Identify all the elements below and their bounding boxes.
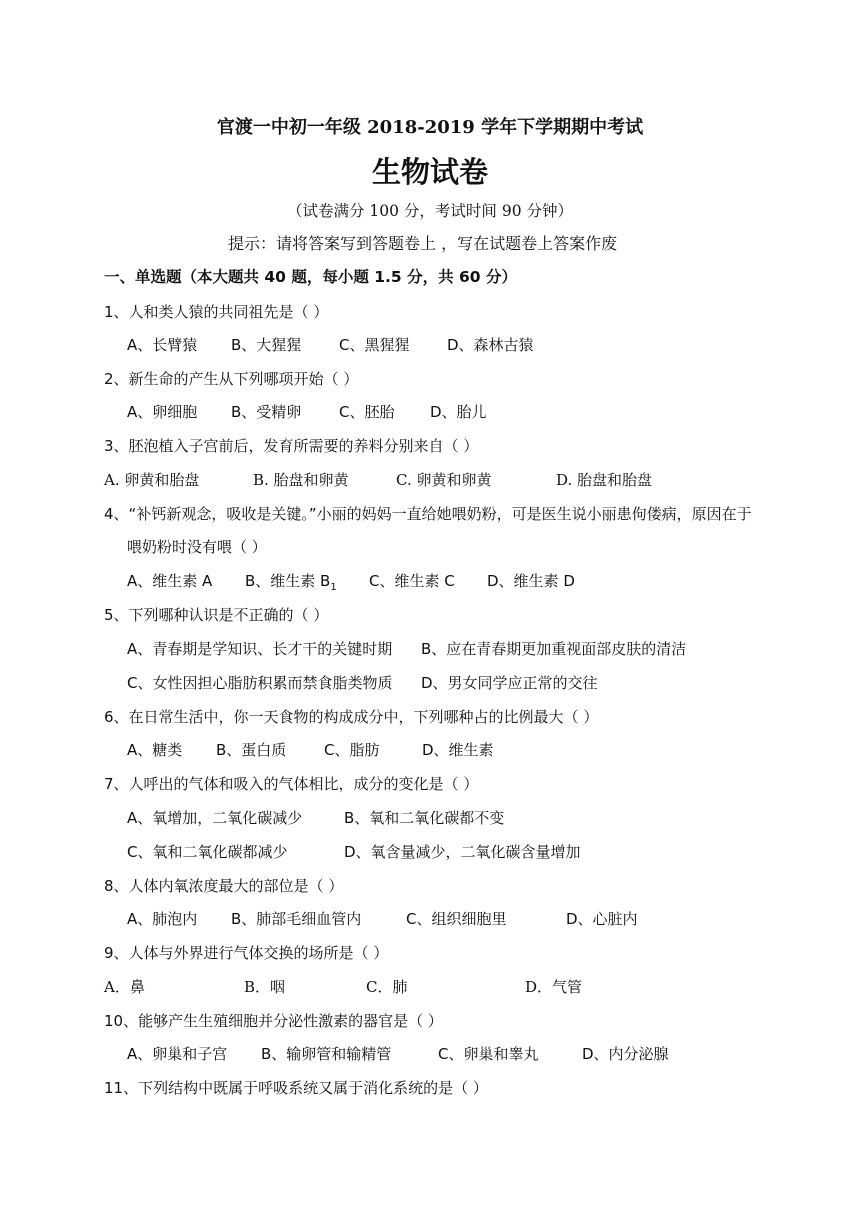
option-c: C. 卵黄和卵黄 xyxy=(396,471,492,489)
subscript: 1 xyxy=(330,582,337,593)
option-b: B、蛋白质 xyxy=(216,741,287,759)
question-stem: 2、新生命的产生从下列哪项开始（ ） xyxy=(104,370,359,388)
question-stem: 6、在日常生活中，你一天食物的构成成分中，下列哪种占的比例最大（ ） xyxy=(104,708,599,726)
option-a: A、氧增加，二氧化碳减少 xyxy=(127,809,303,827)
option-d: D、维生素 xyxy=(422,741,494,759)
option-c: C、胚胎 xyxy=(339,403,395,421)
option-c: C、组织细胞里 xyxy=(406,910,507,928)
option-d: D、维生素 D xyxy=(487,572,575,590)
question-stem-continued: 喂奶粉时没有喂（ ） xyxy=(127,538,267,556)
option-b-text: B、维生素 B xyxy=(245,572,331,590)
subject-title: 生物试卷 xyxy=(371,155,488,189)
question-stem: 5、下列哪种认识是不正确的（ ） xyxy=(104,606,329,624)
option-b: B、肺部毛细血管内 xyxy=(231,910,362,928)
question-stem: 8、人体内氧浓度最大的部位是（ ） xyxy=(104,877,344,895)
option-a: A、卵巢和子宫 xyxy=(127,1045,228,1063)
option-d: D、氧含量减少，二氧化碳含量增加 xyxy=(344,843,581,861)
option-b xyxy=(245,571,337,598)
option-d: D、内分泌腺 xyxy=(582,1045,669,1063)
option-a: A、长臂猿 xyxy=(127,336,198,354)
option-a: A．鼻 xyxy=(104,978,145,996)
option-b: B、受精卵 xyxy=(231,403,302,421)
option-a: A、维生素 A xyxy=(127,572,213,590)
section-title: 一、单选题（本大题共 40 题，每小题 1.5 分，共 60 分） xyxy=(104,268,517,286)
option-c: C、女性因担心脂肪积累而禁食脂类物质 xyxy=(127,674,393,692)
option-a: A、青春期是学知识、长才干的关键时期 xyxy=(127,640,393,658)
option-c: C、维生素 C xyxy=(369,572,455,590)
answer-hint: 提示：请将答案写到答题卷上 ，写在试题卷上答案作废 xyxy=(228,234,618,253)
option-b: B、氧和二氧化碳都不变 xyxy=(344,809,505,827)
question-stem: 4、“补钙新观念，吸收是关键。”小丽的妈妈一直给她喂奶粉，可是医生说小丽患佝偻病，原因在于 xyxy=(104,505,752,523)
option-a: A. 卵黄和胎盘 xyxy=(104,471,200,489)
exam-title-line: 官渡一中初一年级 2018-2019 学年下学期期中考试 xyxy=(216,117,644,138)
option-c: C、卵巢和睾丸 xyxy=(438,1045,539,1063)
option-a: A、肺泡内 xyxy=(127,910,198,928)
option-c: C、氧和二氧化碳都减少 xyxy=(127,843,288,861)
option-b: B．咽 xyxy=(244,978,286,996)
option-d: D．气管 xyxy=(525,978,583,996)
option-b: B、应在青春期更加重视面部皮肤的清洁 xyxy=(421,640,687,658)
question-stem: 1、人和类人猿的共同祖先是（ ） xyxy=(104,303,329,321)
option-a: A、卵细胞 xyxy=(127,403,198,421)
option-c: C、脂肪 xyxy=(324,741,380,759)
question-stem: 7、人呼出的气体和吸入的气体相比，成分的变化是（ ） xyxy=(104,775,479,793)
question-stem: 9、人体与外界进行气体交换的场所是（ ） xyxy=(104,944,389,962)
option-c: C．肺 xyxy=(366,978,408,996)
option-d: D、男女同学应正常的交往 xyxy=(421,674,598,692)
question-stem: 10、能够产生生殖细胞并分泌性激素的器官是（ ） xyxy=(104,1012,443,1030)
exam-info: （试卷满分 100 分，考试时间 90 分钟） xyxy=(286,202,574,220)
option-d: D、心脏内 xyxy=(566,910,638,928)
option-a: A、糖类 xyxy=(127,741,183,759)
option-b: B、大猩猩 xyxy=(231,336,302,354)
option-d: D. 胎盘和胎盘 xyxy=(556,471,653,489)
option-d: D、胎儿 xyxy=(430,403,487,421)
question-stem: 3、胚泡植入子宫前后，发育所需要的养料分别来自（ ） xyxy=(104,437,479,455)
question-stem: 11、下列结构中既属于呼吸系统又属于消化系统的是（ ） xyxy=(104,1079,488,1097)
option-c: C、黑猩猩 xyxy=(339,336,410,354)
option-b: B、输卵管和输精管 xyxy=(261,1045,392,1063)
option-d: D、森林古猿 xyxy=(447,336,534,354)
option-b: B. 胎盘和卵黄 xyxy=(253,471,349,489)
